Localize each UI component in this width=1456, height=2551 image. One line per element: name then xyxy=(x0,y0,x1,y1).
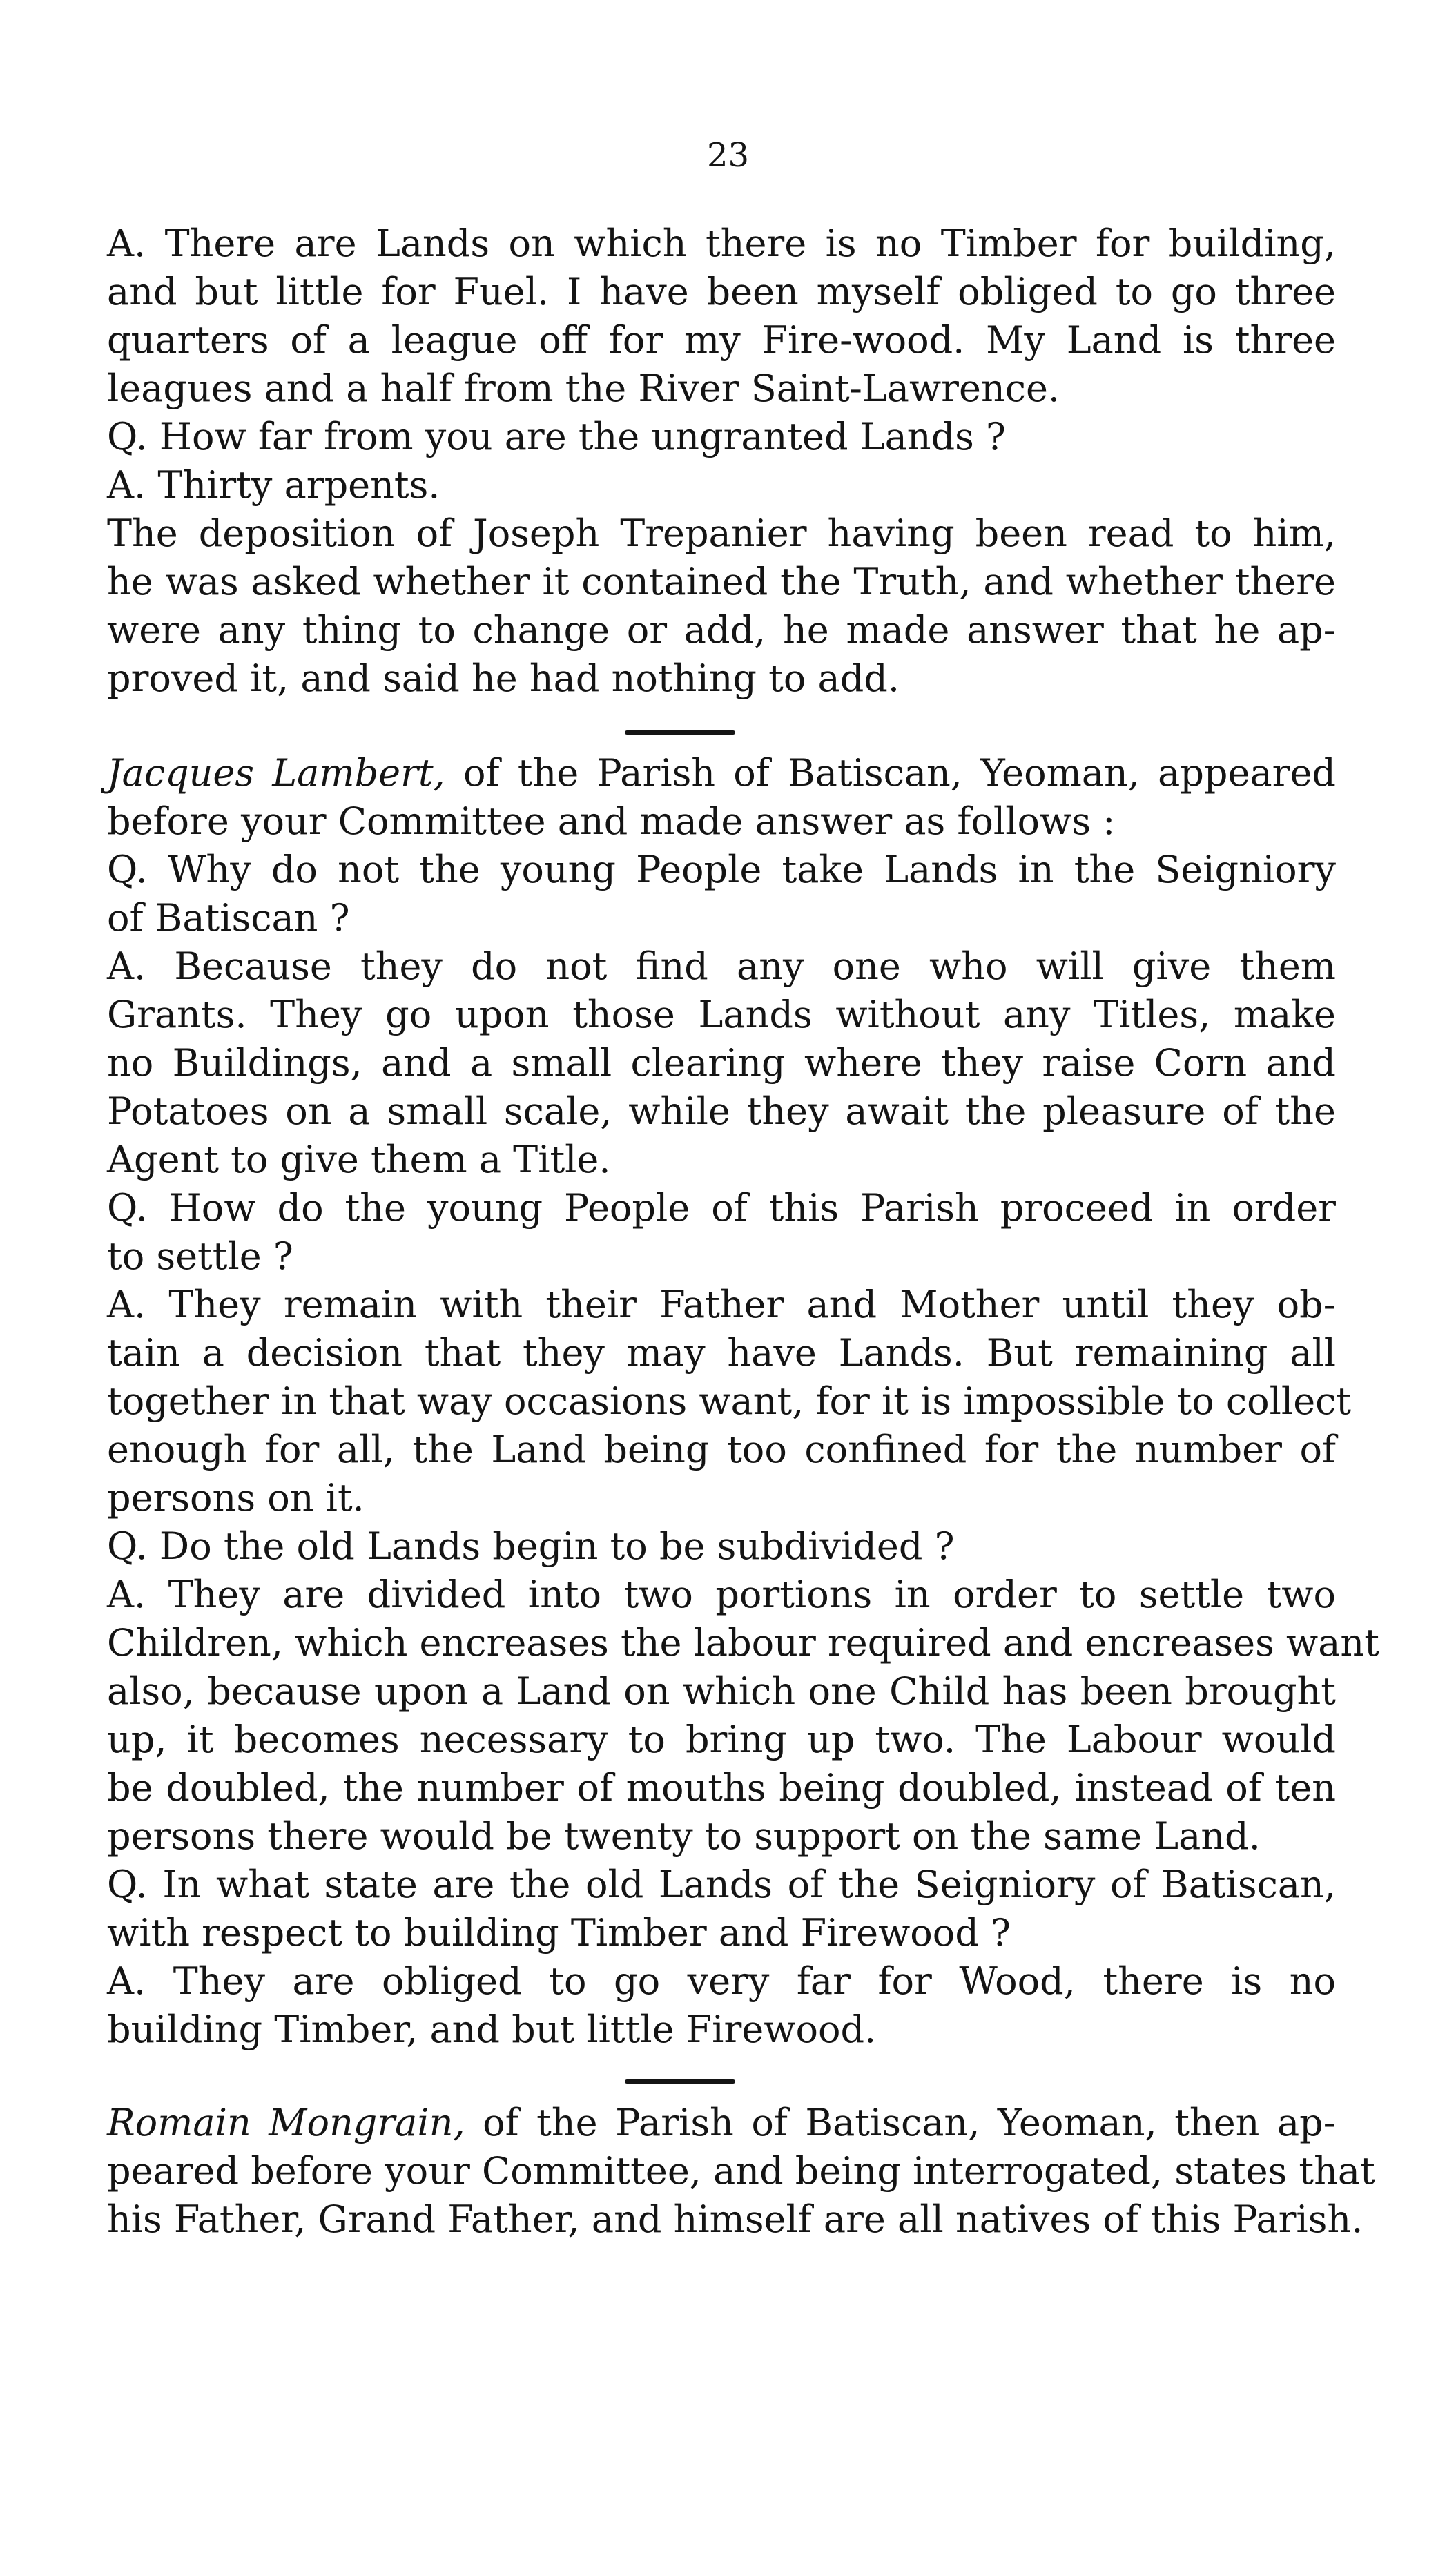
text-line: up, it becomes necessary to bring up two. The Labour would xyxy=(107,1718,1336,1761)
text-line: A. There are Lands on which there is no Timber for building, xyxy=(107,222,1336,265)
text-line: Q. In what state are the old Lands of the Seigniory of Batiscan, xyxy=(107,1863,1336,1906)
deposition-paragraph xyxy=(66,510,1336,703)
text-line: The deposition of Joseph Trepanier having been read to him, xyxy=(107,512,1336,555)
text-line: Q. How do the young People of this Parish proceed in order xyxy=(107,1186,1336,1230)
text-line: Jacques Lambert, of the Parish of Batiscan, Yeoman, appeared xyxy=(107,751,1336,795)
text-line: with respect to building Timber and Firewood ? xyxy=(107,1911,1011,1955)
question-paragraph xyxy=(66,413,1336,461)
text-line: Potatoes on a small scale, while they await the pleasure of the xyxy=(107,1089,1336,1133)
text-line: and but little for Fuel. I have been myself obliged to go three xyxy=(107,270,1336,313)
answer-paragraph xyxy=(66,1957,1336,2054)
answer-paragraph xyxy=(66,1281,1352,1522)
witness-intro xyxy=(66,749,1336,846)
text-line: Q. Why do not the young People take Lands in the Seigniory xyxy=(107,848,1336,891)
witness-name: Romain Mongrain, xyxy=(107,2101,465,2144)
text-line: Children, which encreases the labour required and encreases want xyxy=(107,1621,1379,1665)
text-line: his Father, Grand Father, and himself are all natives of this Parish. xyxy=(107,2198,1363,2241)
testimony-block-2 xyxy=(66,749,1379,2054)
text-line: of Batiscan ? xyxy=(107,896,350,940)
text-line: A. They remain with their Father and Mother until they ob- xyxy=(107,1283,1336,1326)
text-line: leagues and a half from the River Saint-Lawrence. xyxy=(107,367,1060,410)
text-line: persons on it. xyxy=(107,1476,365,1520)
text-line: A. Thirty arpents. xyxy=(107,463,440,507)
text-line: also, because upon a Land on which one Child has been brought xyxy=(107,1669,1336,1713)
text-line: building Timber, and but little Firewood. xyxy=(107,2008,877,2051)
text-line: no Buildings, and a small clearing where they raise Corn and xyxy=(107,1041,1336,1085)
text-line: before your Committee and made answer as follows : xyxy=(107,799,1116,843)
text-line: he was asked whether it contained the Truth, and whether there xyxy=(107,560,1336,603)
section-divider xyxy=(625,730,735,735)
text-line: to settle ? xyxy=(107,1234,293,1278)
text-line: A. They are divided into two portions in order to settle two xyxy=(107,1573,1336,1616)
answer-paragraph xyxy=(66,1571,1379,1861)
answer-paragraph xyxy=(66,942,1336,1184)
witness-intro xyxy=(66,2099,1375,2244)
text-line: Romain Mongrain, of the Parish of Batiscan, Yeoman, then ap- xyxy=(107,2101,1336,2144)
text-line: peared before your Committee, and being interrogated, states that xyxy=(107,2149,1375,2193)
text-line: A. Because they do not find any one who will give them xyxy=(107,944,1336,988)
text-line: were any thing to change or add, he made answer that he ap- xyxy=(107,608,1336,652)
text-line: persons there would be twenty to support on the same Land. xyxy=(107,1814,1261,1858)
witness-name: Jacques Lambert, xyxy=(107,751,445,795)
text-line: together in that way occasions want, for it is impossible to collect xyxy=(107,1379,1352,1423)
answer-paragraph xyxy=(66,220,1336,413)
question-paragraph xyxy=(66,846,1336,942)
text-line: Q. How far from you are the ungranted Lands ? xyxy=(107,415,1006,458)
text-line: Grants. They go upon those Lands without any Titles, make xyxy=(107,993,1336,1036)
section-divider xyxy=(625,2079,735,2084)
page-number: 23 xyxy=(706,136,750,175)
text-line: quarters of a league off for my Fire-wood. My Land is three xyxy=(107,318,1336,362)
text-line: proved it, and said he had nothing to add. xyxy=(107,657,900,700)
text-line: enough for all, the Land being too confined for the number of xyxy=(107,1428,1336,1471)
text-line: A. They are obliged to go very far for Wood, there is no xyxy=(107,1959,1336,2003)
testimony-block-3 xyxy=(66,2099,1375,2244)
question-paragraph xyxy=(66,1861,1336,1957)
text-line: be doubled, the number of mouths being doubled, instead of ten xyxy=(107,1766,1336,1810)
question-paragraph xyxy=(66,1522,1336,1571)
testimony-block-1 xyxy=(66,220,1336,703)
question-paragraph xyxy=(66,1184,1336,1281)
text-line: tain a decision that they may have Lands. But remaining all xyxy=(107,1331,1336,1375)
text-line: Agent to give them a Title. xyxy=(107,1138,611,1181)
answer-paragraph xyxy=(66,461,1336,510)
text-line: Q. Do the old Lands begin to be subdivided ? xyxy=(107,1524,955,1568)
